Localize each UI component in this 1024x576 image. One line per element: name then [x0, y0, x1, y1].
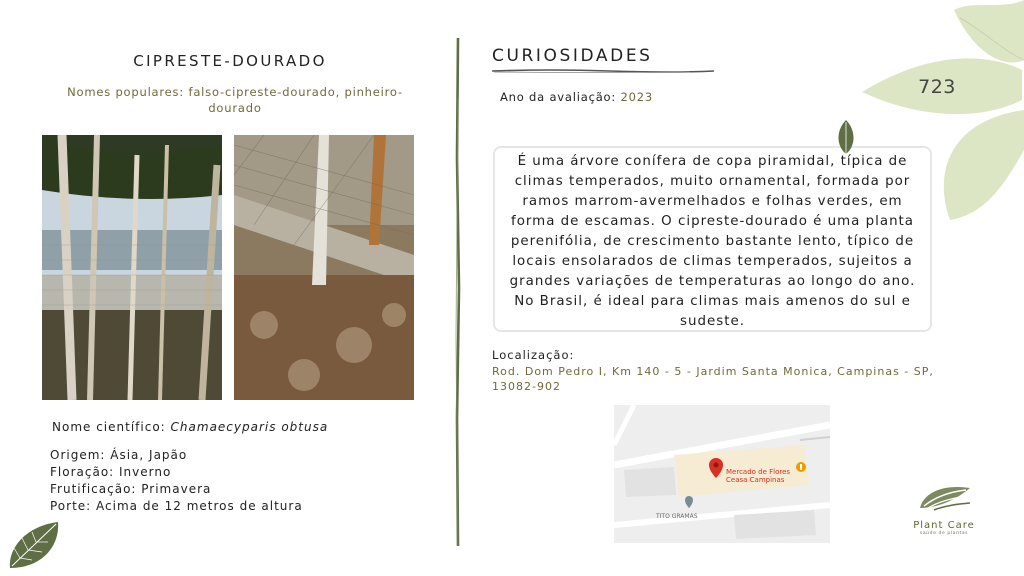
plant-title: CIPRESTE-DOURADO	[133, 52, 327, 70]
map-place-name-1: Mercado de Flores	[726, 468, 791, 476]
title-underline	[490, 66, 716, 76]
size-fact: Porte: Acima de 12 metros de altura	[50, 499, 303, 513]
location-address: Rod. Dom Pedro I, Km 140 - 5 - Jardim Santa Monica, Campinas - SP, 13082-902	[492, 365, 934, 393]
location-map	[614, 405, 830, 543]
tree-photo-fence	[42, 135, 222, 400]
leaf-bottom-left-icon	[6, 518, 62, 572]
flowering-fact: Floração: Inverno	[50, 465, 172, 479]
location-label: Localização:	[492, 348, 575, 362]
evaluation-year	[500, 90, 653, 104]
year-value: 2023	[620, 90, 654, 104]
leaf-icon	[834, 118, 858, 158]
decorative-leaves-icon	[862, 0, 1024, 230]
plant-code-badge: 723	[918, 76, 956, 98]
scientific-name-label: Nome científico:	[52, 420, 166, 434]
scientific-name: Chamaecyparis obtusa	[170, 420, 329, 434]
tree-trunk-photo	[234, 135, 414, 400]
map-poi-label: TITO GRAMAS	[656, 513, 698, 520]
scientific-name-line	[52, 420, 328, 434]
popular-names: Nomes populares: falso-cipreste-dourado, pinheiro-dourado	[67, 85, 403, 115]
food-poi-icon	[796, 462, 806, 472]
year-label: Ano da avaliação:	[500, 90, 617, 104]
plant-care-logo-icon	[914, 484, 974, 514]
plant-care-logo	[904, 484, 984, 544]
map-place-name-2: Ceasa Campinas	[726, 476, 785, 484]
description-text: É uma árvore conífera de copa piramidal, típica de climas temperados, muito ornamental, formada por ramos marrom-avermelhados e folhas verdes, em forma de escamas. O cipreste-dourado é uma planta perenifólia, de crescimento bastante lento, típico de locais ensolarados de climas temperados, sujeitos a grandes variações de temperaturas ao longo do ano. No Brasil, é ideal para climas mais amenos do sul e sudeste.	[509, 154, 916, 329]
vertical-divider	[452, 38, 464, 546]
origin-fact: Origem: Ásia, Japão	[50, 448, 188, 462]
curiosities-title: CURIOSIDADES	[492, 46, 653, 66]
plant-facts	[50, 447, 303, 515]
logo-name: Plant Care	[913, 520, 975, 531]
logo-tagline: saúde de plantas	[919, 531, 969, 536]
fruiting-fact: Frutificação: Primavera	[50, 482, 212, 496]
